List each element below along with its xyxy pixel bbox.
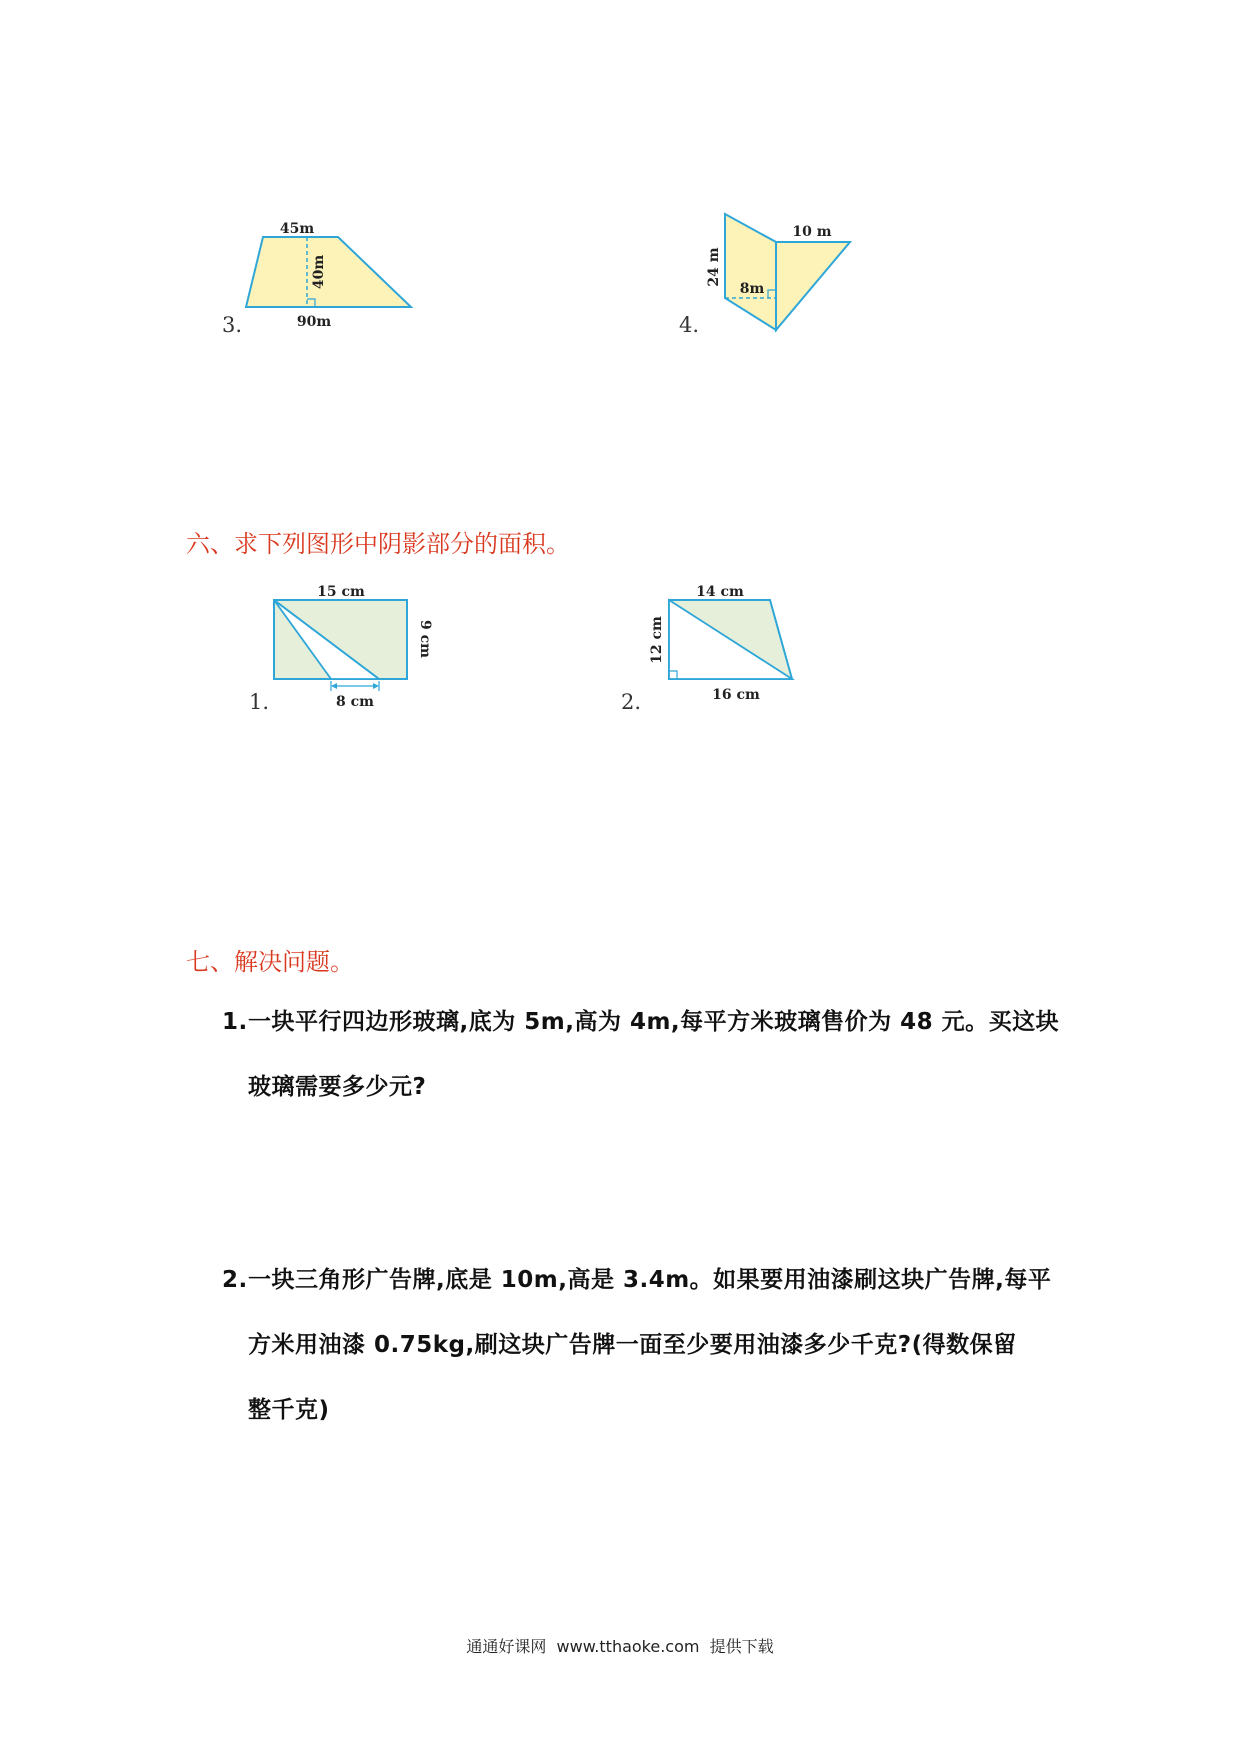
dim-inner: 8m [739, 281, 765, 297]
dim-top: 10 m [792, 224, 832, 240]
dim-top: 45m [279, 221, 315, 237]
section-6-figure-1 [270, 585, 440, 715]
problem-1-line-1: 一块平行四边形玻璃,底为 5m,高为 4m,每平方米玻璃售价为 48 元。买这块 [248, 1009, 1060, 1035]
section-6-figure-1-number: 1. [249, 690, 270, 714]
arrow-head-left [331, 683, 337, 689]
problem-2-number: 2. [222, 1267, 248, 1293]
footer-text: 通通好课网 www.tthaoke.com 提供下载 [466, 1637, 774, 1656]
problem-1-number: 1. [222, 1009, 248, 1035]
trapezoid-shape [246, 237, 411, 307]
dim-top: 14 cm [696, 584, 744, 600]
problem-1-line-2: 玻璃需要多少元? [248, 1074, 427, 1100]
dim-height: 24 m [706, 247, 722, 287]
figure-3-trapezoid [240, 220, 440, 340]
parallelogram-shape [725, 214, 776, 330]
section-6-title: 六、求下列图形中阴影部分的面积。 [186, 530, 570, 558]
triangle-shape [776, 242, 850, 330]
problem-2-line-3: 整千克) [248, 1397, 330, 1423]
dim-side: 12 cm [649, 616, 665, 664]
dim-side: 9 cm [417, 620, 433, 658]
section-6-figure-2-number: 2. [621, 690, 642, 714]
problem-2-line-2: 方米用油漆 0.75kg,刷这块广告牌一面至少要用油漆多少千克?(得数保留 [248, 1332, 1017, 1358]
dim-bottom: 16 cm [712, 687, 760, 703]
problem-2-text [248, 1248, 1078, 1443]
section-6-figure-2 [640, 585, 810, 715]
figure-4-composite [700, 205, 880, 345]
dim-height: 40m [311, 254, 327, 290]
dim-top: 15 cm [317, 584, 365, 600]
dim-bottom: 90m [296, 314, 332, 330]
figure-3-number: 3. [222, 313, 243, 337]
problem-1-text [248, 990, 1078, 1120]
section-7-title: 七、解决问题。 [186, 948, 354, 976]
figure-4-number: 4. [679, 313, 700, 337]
problem-2-line-1: 一块三角形广告牌,底是 10m,高是 3.4m。如果要用油漆刷这块广告牌,每平 [248, 1267, 1052, 1293]
arrow-head-right [373, 683, 379, 689]
dim-bottom: 8 cm [336, 694, 374, 710]
